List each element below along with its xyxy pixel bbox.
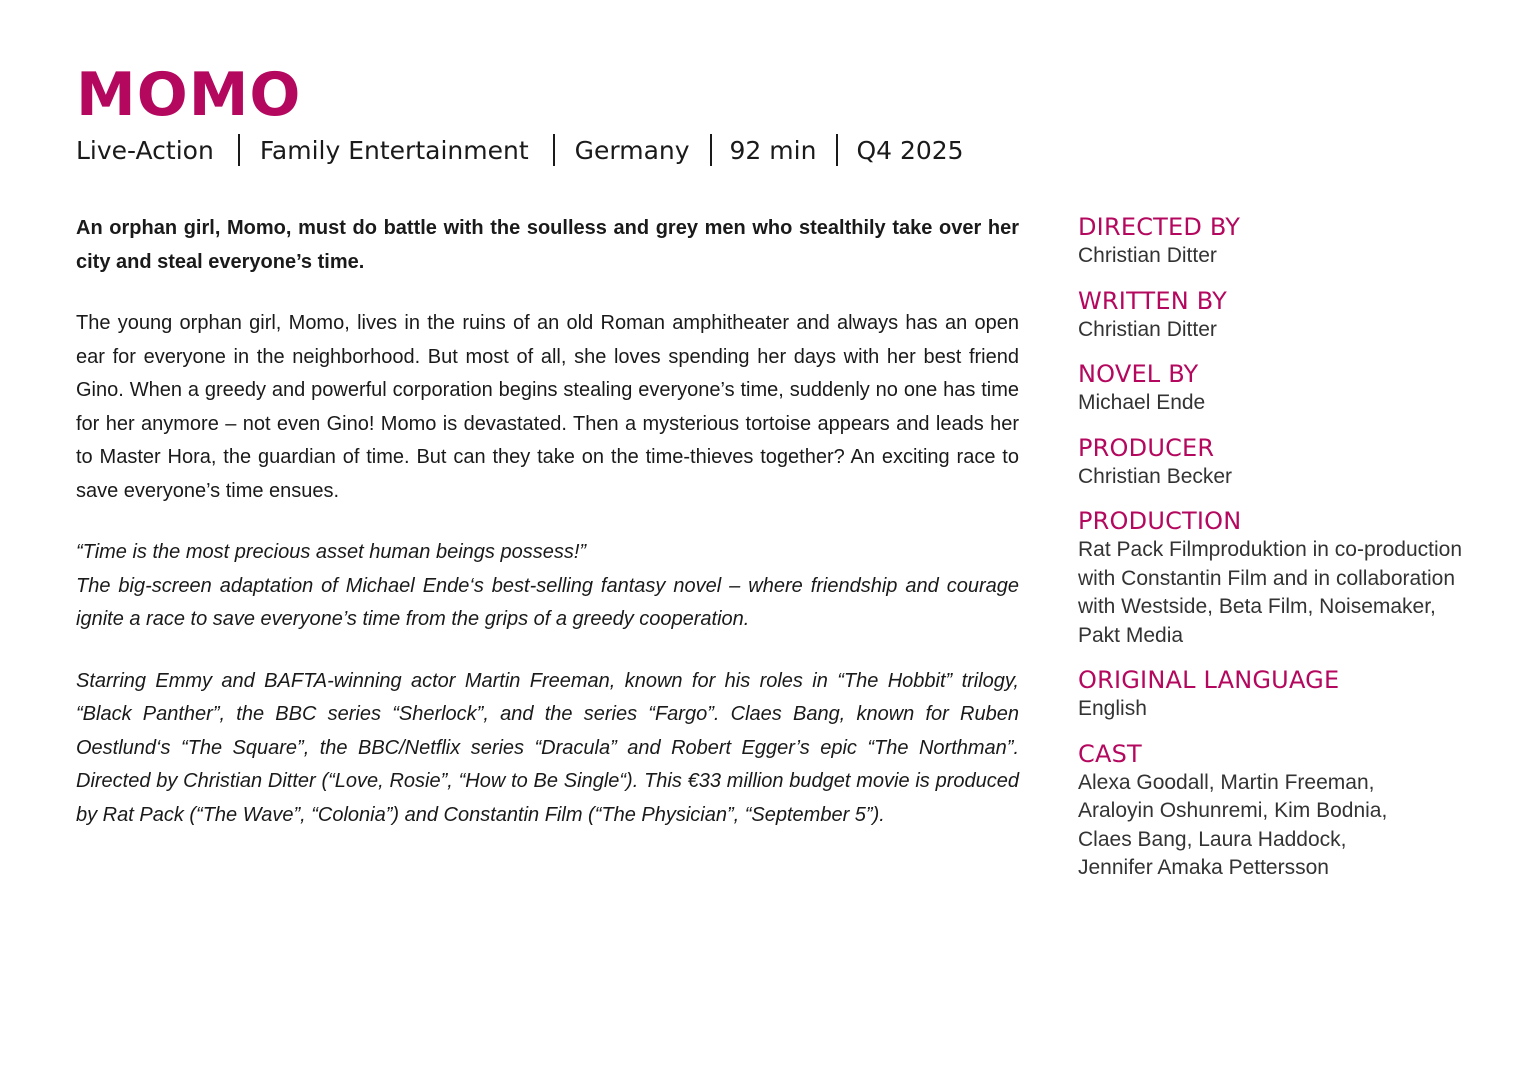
credit-value-line: English	[1078, 697, 1147, 720]
meta-genre: Family Entertainment	[259, 135, 529, 165]
credit-value	[1078, 769, 1478, 883]
meta-divider	[710, 134, 712, 166]
credit-label: ORIGINAL LANGUAGE	[1078, 666, 1340, 694]
credit-value-line: Pakt Media	[1078, 623, 1184, 647]
credit-block	[1078, 433, 1478, 492]
credit-value	[1078, 463, 1478, 492]
credit-value-line: Alexa Goodall, Martin Freeman,	[1078, 770, 1375, 794]
credit-block	[1078, 665, 1478, 724]
meta-divider	[553, 134, 555, 166]
credit-value-line: Michael Ende	[1078, 391, 1206, 414]
credit-value-line: Christian Ditter	[1078, 244, 1217, 267]
credit-block	[1078, 359, 1478, 418]
credit-value	[1078, 316, 1478, 345]
meta-divider	[238, 134, 240, 166]
synopsis-body: The young orphan girl, Momo, lives in the ruins of an old Roman amphitheater and always has an open ear for everyone in the neighborhood. But most of all, she loves spending her days with her best friend Gino. When a greedy and powerful corporation begins stealing everyone’s time, suddenly no one has time for her anymore – not even Gino! Momo is devastated. Then a mysterious tortoise appears and leads her to Master Hora, the guardian of time. But can they take on the time-thieves together? An exciting race to save everyone’s time ensues.	[76, 312, 1019, 502]
credit-block	[1078, 739, 1478, 883]
credit-label: PRODUCER	[1078, 433, 1215, 462]
credit-value	[1078, 242, 1478, 271]
synopsis	[76, 212, 1019, 860]
credit-value-line: with Constantin Film and in collaboration	[1078, 566, 1456, 590]
credit-block	[1078, 286, 1478, 345]
film-title: MOMO	[76, 60, 302, 130]
film-meta-bar	[76, 132, 964, 168]
meta-release: Q4 2025	[856, 135, 964, 165]
credit-value	[1078, 536, 1478, 650]
credit-value-line: Rat Pack Filmproduktion in co-production	[1078, 538, 1463, 561]
credit-value-line: Jennifer Amaka Pettersson	[1078, 856, 1329, 879]
credit-value	[1078, 389, 1478, 418]
credit-block	[1078, 506, 1478, 650]
credit-value-line: Christian Ditter	[1078, 317, 1217, 341]
credit-label: CAST	[1078, 739, 1142, 768]
meta-runtime: 92 min	[729, 135, 817, 165]
credit-label: WRITTEN BY	[1078, 286, 1227, 315]
credit-label: PRODUCTION	[1078, 507, 1242, 535]
credit-value-line: Araloyin Oshunremi, Kim Bodnia,	[1078, 799, 1388, 822]
credit-label: DIRECTED BY	[1078, 213, 1241, 241]
credits-column	[1078, 212, 1478, 898]
credit-value-line: with Westside, Beta Film, Noisemaker,	[1078, 595, 1436, 618]
meta-divider	[836, 134, 838, 166]
quote-block	[76, 536, 1019, 637]
credit-block	[1078, 212, 1478, 271]
starring-text: Starring Emmy and BAFTA-winning actor Martin Freeman, known for his roles in “The Hobbit” trilogy, “Black Panther”, the BBC series “Sherlock”, and the series “Fargo”. Claes Bang, known for Ruben Oestlund‘s “The Square”, the BBC/Netflix series “Dracula” and Robert Egger’s epic “The Northman”. Directed by Christian Ditter (“Love, Rosie”, “How to Be Single“). This €33 million budget movie is produced by Rat Pack (“The Wave”, “Colonia”) and Constantin Film (“The Physician”, “September 5”).	[76, 669, 1019, 826]
adaptation-text: The big-screen adaptation of Michael Ende‘s best-selling fantasy novel – where friendship and courage ignite a race to save everyone’s time from the grips of a greedy cooperation.	[76, 574, 1019, 630]
credit-value-line: Christian Becker	[1078, 464, 1233, 488]
credit-value	[1078, 695, 1478, 724]
credit-value-line: Claes Bang, Laura Haddock,	[1078, 827, 1347, 851]
logline: An orphan girl, Momo, must do battle with the soulless and grey men who stealthily take over her city and steal everyone’s time.	[76, 217, 1019, 273]
meta-country: Germany	[574, 135, 690, 165]
tagline-quote: “Time is the most precious asset human beings possess!”	[76, 541, 587, 563]
credit-label: NOVEL BY	[1078, 360, 1199, 388]
meta-format: Live-Action	[76, 135, 214, 165]
